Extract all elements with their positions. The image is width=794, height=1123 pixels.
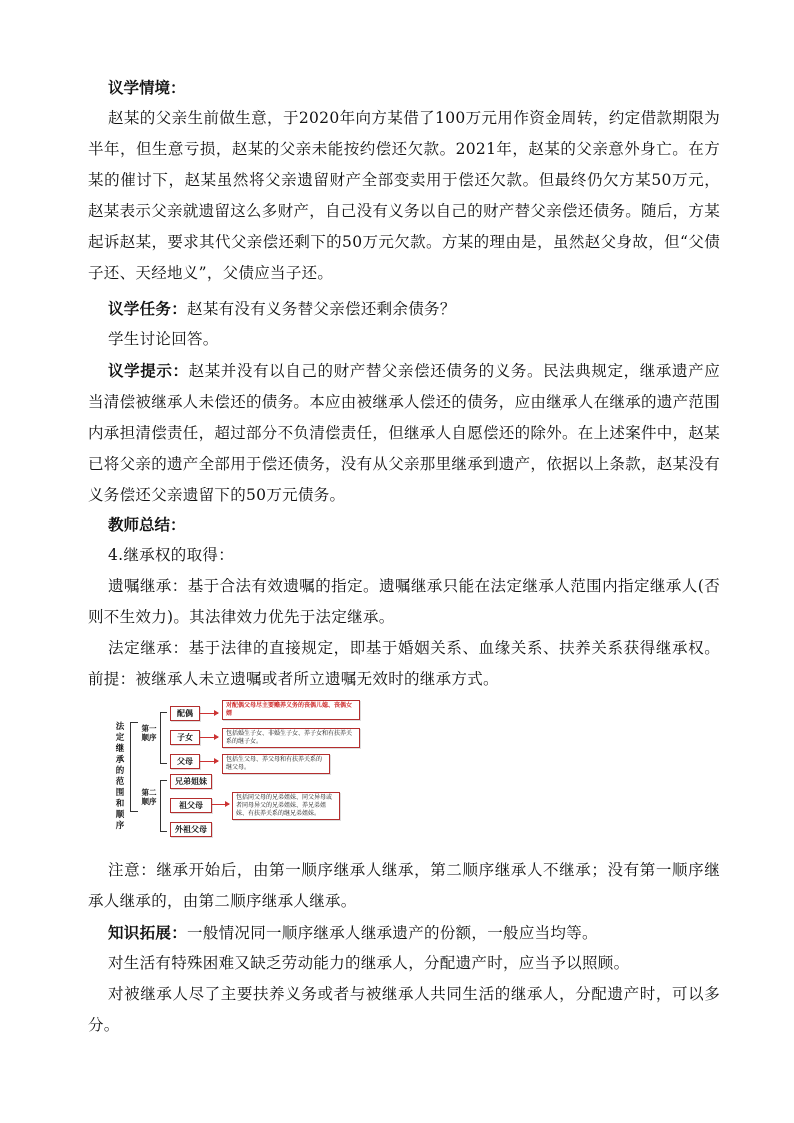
second-order-label: 第二顺序 — [141, 788, 157, 806]
diagram-title: 法定继承的范围和顺序 — [115, 722, 125, 831]
hint-label: 议学提示： — [108, 361, 189, 380]
succession-diagram — [110, 696, 360, 842]
extension-paragraph — [88, 917, 720, 949]
situation-paragraph: 赵某的父亲生前做生意，于2020年向方某借了100万元用作资金周转，约定借款期限为半年，但生意亏损，赵某的父亲未能按约偿还欠款。2021年，赵某的父亲意外身亡。在方某的催讨下，赵某虽然将父亲遗留财产全部变卖用于偿还欠款。但最终仍欠方某50万元，赵某表示父亲就遗留这么多财产，自己没有义务以自己的财产替父亲偿还债务。随后，方某起诉赵某，要求其代父亲偿还剩下的50万元欠款。方某的理由是，虽然赵父身故，但“父债子还、天经地义”，父债应当子还。 — [88, 109, 721, 282]
second-order-bracket — [160, 780, 167, 832]
summary-heading: 教师总结： — [108, 515, 186, 534]
discuss-paragraph: 学生讨论回答。 — [108, 330, 219, 348]
spouse-note: 对配偶父母尽主要赡养义务的丧偶儿媳、丧偶女婿 — [222, 700, 360, 720]
parents-box: 父母 — [170, 754, 200, 769]
notice-paragraph: 注意：继承开始后，由第一顺序继承人继承，第二顺序继承人不继承；没有第一顺序继承人继承的，由第二顺序继承人继承。 — [88, 861, 720, 910]
maternal-grandparents-box: 外祖父母 — [170, 822, 212, 837]
arrow-children — [200, 737, 218, 738]
task-paragraph — [88, 293, 720, 325]
task-text: 赵某有没有义务替父亲偿还剩余债务？ — [187, 300, 456, 318]
extension-label: 知识拓展： — [108, 923, 188, 942]
task-label: 议学任务： — [108, 299, 188, 318]
children-box: 子女 — [170, 730, 200, 745]
legal-succession-paragraph: 法定继承：基于法律的直接规定，即基于婚姻关系、血缘关系、扶养关系获得继承权。前提：被继承人未立遗嘱或者所立遗嘱无效时的继承方式。 — [88, 639, 720, 688]
spouse-box: 配偶 — [170, 706, 200, 721]
first-order-label: 第一顺序 — [141, 724, 157, 742]
extension-text: 一般情况同一顺序继承人继承遗产的份额，一般应当均等。 — [187, 924, 598, 942]
first-order-bracket — [160, 712, 167, 764]
hint-text: 赵某并没有以自己的财产替父亲偿还债务的义务。民法典规定，继承遗产应当清偿被继承人未偿还的债务。本应由被继承人偿还的债务，应由继承人在继承的遗产范围内承担清偿责任，超过部分不负清偿责任，但继承人自愿偿还的除外。在上述案件中，赵某已将父亲的遗产全部用于偿还债务，没有从父亲那里继承到遗产，依据以上条款，赵某没有义务偿还父亲遗留下的50万元债务。 — [88, 362, 721, 504]
hint-paragraph — [88, 355, 720, 511]
arrow-second-order — [212, 804, 229, 805]
extension-paragraph-3: 对被继承人尽了主要扶养义务或者与被继承人共同生活的继承人，分配遗产时，可以多分。 — [88, 985, 720, 1034]
arrow-parents — [200, 761, 218, 762]
section-heading-situation: 议学情境： — [108, 78, 186, 97]
summary-item-4: 4.继承权的取得： — [108, 546, 234, 564]
main-bracket — [130, 722, 138, 812]
parents-note: 包括生父母、养父母和有扶养关系的继父母。 — [222, 754, 330, 774]
siblings-box: 兄弟姐妹 — [170, 774, 212, 789]
arrow-spouse — [200, 713, 218, 714]
children-note: 包括婚生子女、非婚生子女、养子女和有扶养关系的继子女。 — [222, 728, 360, 748]
siblings-note: 包括同父母的兄弟姐妹、同父异母或者同母异父的兄弟姐妹、养兄弟姐妹、有扶养关系的继兄弟姐妹。 — [232, 792, 340, 820]
will-succession-paragraph: 遗嘱继承：基于合法有效遗嘱的指定。遗嘱继承只能在法定继承人范围内指定继承人(否则不生效力)。其法律效力优先于法定继承。 — [88, 577, 720, 626]
grandparents-box: 祖父母 — [170, 798, 212, 813]
extension-paragraph-2: 对生活有特殊困难又缺乏劳动能力的继承人，分配遗产时，应当予以照顾。 — [108, 954, 630, 972]
